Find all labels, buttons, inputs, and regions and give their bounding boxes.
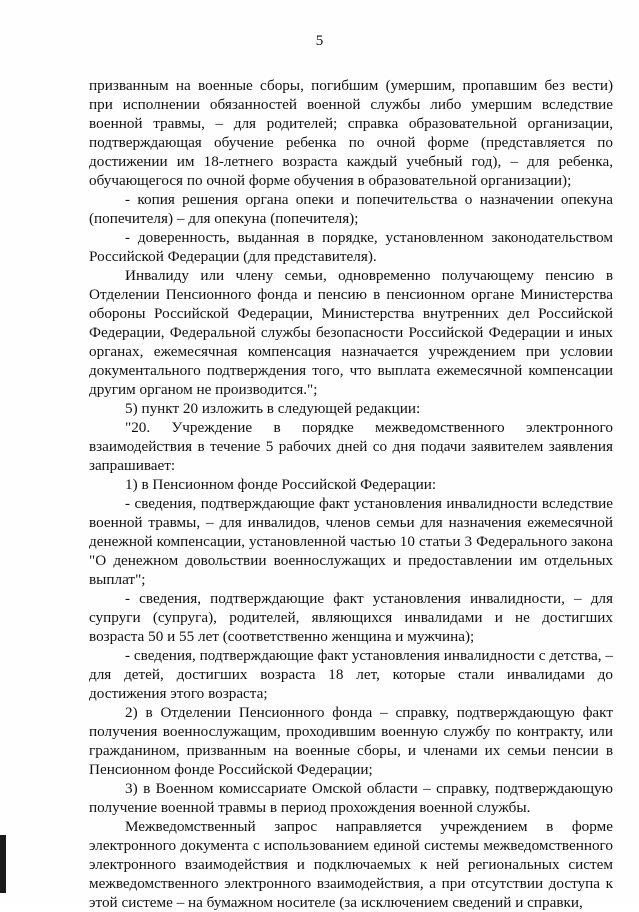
paragraph-item-2: 2) в Отделении Пенсионного фонда – справку, подтверждающую факт получения военнослужащим, проходившим военную службу по контракту, или гражданином, призванным на военные сборы, и членами их семьи пенсии в Пенсионном фонде Российской Федерации; <box>89 704 613 778</box>
paragraph-power-of-attorney: - доверенность, выданная в порядке, установленном законодательством Российской Федерации (для представителя). <box>89 229 613 265</box>
page-number: 5 <box>315 33 324 49</box>
paragraph-clause-20: "20. Учреждение в порядке межведомственного электронного взаимодействия в течение 5 рабочих дней со дня подачи заявителем заявления запрашивает: <box>89 419 613 474</box>
paragraph-interagency-request: Межведомственный запрос направляется учреждением в форме электронного документа с использованием единой системы межведомственного электронного взаимодействия и подключаемых к ней региональных систем межведомственного электронного взаимодействия, а при отсутствии доступа к этой системе – на бумажном носителе (за исключением сведений и справки, <box>89 818 613 911</box>
paragraph-guardian-copy: - копия решения органа опеки и попечительства о назначении опекуна (попечителя) – для опекуна (попечителя); <box>89 191 613 227</box>
paragraph-amendment-5: 5) пункт 20 изложить в следующей редакции: <box>125 400 421 417</box>
paragraph-item-1: 1) в Пенсионном фонде Российской Федерации: <box>125 476 437 493</box>
paragraph-spouse-info: - сведения, подтверждающие факт установления инвалидности, – для супруги (супруга), родителей, являющихся инвалидами и не достигших возраста 50 и 55 лет (соответственно женщина и мужчина); <box>89 590 613 645</box>
paragraph-continuation: призванным на военные сборы, погибшим (умершим, пропавшим без вести) при исполнении обязанностей военной службы либо умершим вследствие военной травмы, – для родителей; справка образовательной организации, подтверждающая обучение ребенка по очной форме (представляется по достижении им 18-летнего возраста каждый учебный год), – для ребенка, обучающегося по очной форме обучения в образовательной организации); <box>89 77 613 189</box>
document-body <box>89 76 613 912</box>
paragraph-children-info: - сведения, подтверждающие факт установления инвалидности с детства, – для детей, достигших возраста 18 лет, которые стали инвалидами до достижения этого возраста; <box>89 647 613 702</box>
paragraph-dual-pension: Инвалиду или члену семьи, одновременно получающему пенсию в Отделении Пенсионного фонда и пенсию в пенсионном органе Министерства обороны Российской Федерации, Министерства внутренних дел Российской Федерации, Федеральной службы безопасности Российской Федерации и иных органах, ежемесячная компенсация назначается учреждением при условии документального подтверждения того, что выплата ежемесячной компенсации другим органом не производится."; <box>89 267 613 398</box>
scan-edge-mark <box>0 835 6 893</box>
paragraph-item-3: 3) в Военном комиссариате Омской области – справку, подтверждающую получение военной травмы в период прохождения военной службы. <box>89 780 613 816</box>
paragraph-disability-info: - сведения, подтверждающие факт установления инвалидности вследствие военной травмы, – для инвалидов, членов семьи для назначения ежемесячной денежной компенсации, установленной частью 10 статьи 3 Федерального закона "О денежном довольствии военнослужащих и предоставлении им отдельных выплат"; <box>89 495 613 588</box>
